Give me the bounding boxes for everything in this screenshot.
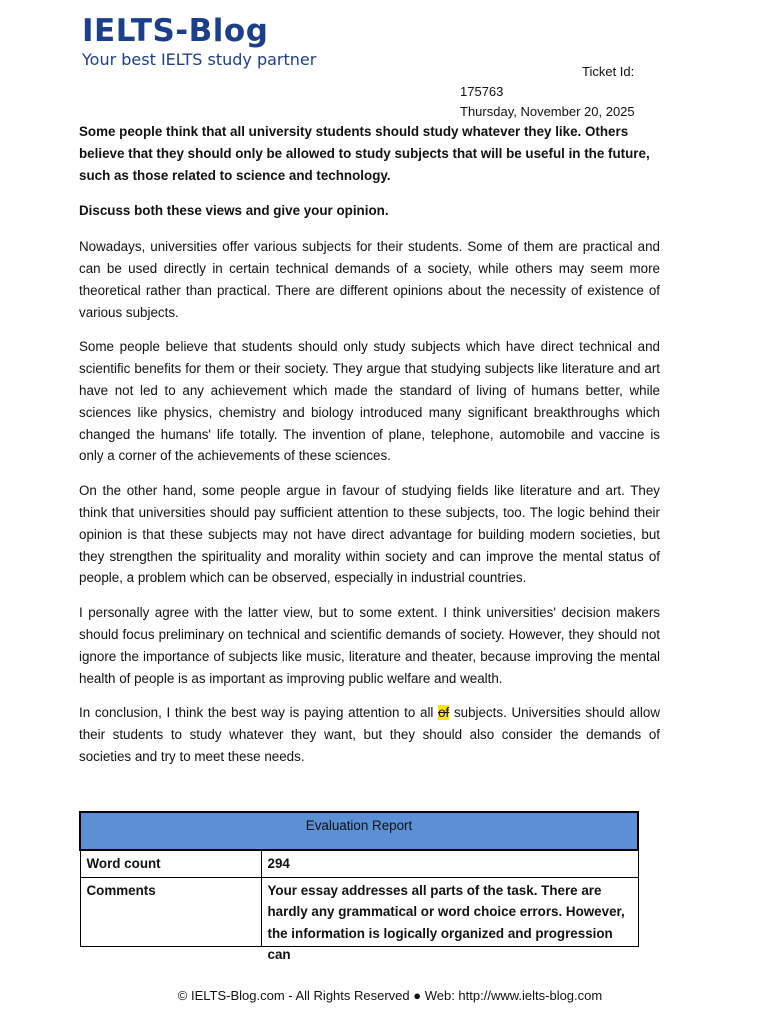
comments-row bbox=[80, 877, 638, 946]
error-highlight: of bbox=[438, 705, 450, 721]
question-prompt: Some people think that all university students should study whatever they like. Others believe that they should only be allowed to study subjects that will be useful in the future, such as those related to science and technology. bbox=[79, 124, 650, 183]
word-count-row bbox=[80, 850, 638, 877]
p5-text-before: In conclusion, I think the best way is paying attention to all bbox=[79, 705, 439, 721]
essay-paragraph-3: On the other hand, some people argue in favour of studying fields like literature and art. They think that universities should pay sufficient attention to these subjects, too. The logic behind their opinion is that these subjects may not have direct advantage for building modern societies, but they strengthen the spirituality and morality within society and can improve the mental status of people, a problem which can be observed, especially in industrial countries. bbox=[79, 483, 660, 586]
essay-paragraph-4: I personally agree with the latter view, but to some extent. I think universities' decision makers should focus preliminary on technical and scientific demands of society. However, they should not ignore the importance of subjects like music, literature and theater, because improving the mental health of people is as important as improving public welfare and wealth. bbox=[79, 605, 660, 686]
ticket-id-value: 175763 bbox=[460, 84, 504, 99]
evaluation-report-table bbox=[79, 811, 639, 962]
word-count-value: 294 bbox=[261, 850, 638, 877]
logo-tagline: Your best IELTS study partner bbox=[82, 50, 317, 69]
essay-paragraph-5 bbox=[79, 702, 660, 767]
evaluation-report-title: Evaluation Report bbox=[80, 812, 638, 850]
logo-title: IELTS-Blog bbox=[82, 13, 269, 49]
comments-value: Your essay addresses all parts of the task. There are hardly any grammatical or word choice errors. However, the information is logically organized and progression can bbox=[267, 882, 625, 962]
essay-paragraph-2: Some people believe that students should only study subjects which have direct technical and scientific benefits for them or their society. They argue that studying subjects like literature and art have not led to any achievement which made the standard of living of humans better, while sciences like physics, chemistry and biology introduced many significant breakthroughs which changed the humans' life totally. The invention of plane, telephone, automobile and vaccine is only a corner of the achievements of these sciences. bbox=[79, 339, 660, 464]
p5-text-after: subjects. Universities should allow their students to study whatever they want, but they should also consider the demands of societies and try to meet these needs. bbox=[79, 705, 660, 764]
ielts-blog-logo bbox=[82, 12, 352, 70]
ticket-id-label: Ticket Id: bbox=[582, 64, 635, 79]
essay-paragraph-1: Nowadays, universities offer various subjects for their students. Some of them are practical and can be used directly in certain technical demands of a society, while others may seem more theoretical rather than practical. There are different opinions about the necessity of existence of various subjects. bbox=[79, 239, 660, 320]
essay-content bbox=[79, 121, 660, 781]
word-count-label: Word count bbox=[80, 850, 261, 877]
question-instruction: Discuss both these views and give your opinion. bbox=[79, 203, 389, 219]
comments-label: Comments bbox=[80, 877, 261, 946]
ticket-date: Thursday, November 20, 2025 bbox=[460, 104, 635, 119]
page-footer: © IELTS-Blog.com - All Rights Reserved ● Web: http://www.ielts-blog.com bbox=[177, 988, 603, 1003]
